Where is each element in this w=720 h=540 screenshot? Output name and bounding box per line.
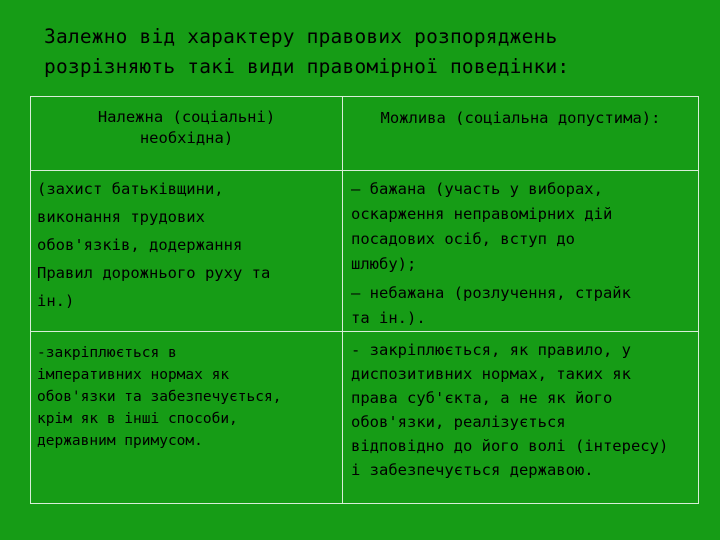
cell-possible-examples [343, 171, 699, 332]
header-cell-possible [343, 97, 699, 171]
undesirable-item: — небажана (розлучення, страйк та ін.). [351, 284, 631, 327]
desirable-item: — бажана (участь у виборах, оскарження неправомірних дій посадових осіб, вступ до шлюбу); [351, 180, 613, 273]
cell-possible-enforcement: - закріплюється, як правило, у диспозитивних нормах, таких як права суб'єкта, а не як його обов'язки, реалізується відповідно до його волі (інтересу) і забезпечується державою. [343, 332, 699, 504]
header-possible-label: Можлива (соціальна допустима): [380, 109, 661, 127]
title-line-1: Залежно від характеру правових розпоряджень [44, 25, 558, 48]
cell-proper-examples: (захист батьківщини, виконання трудових обов'язків, додержання Правил дорожнього руху та ін.) [31, 171, 343, 332]
table-row-enforcement [31, 332, 699, 504]
cell-proper-enforcement: -закріплюється в імперативних нормах як обов'язки та забезпечується, крім як в інші способи, державним примусом. [31, 332, 343, 504]
header-cell-proper [31, 97, 343, 171]
title-line-2: розрізняють такі види правомірної поведінки: [44, 55, 570, 78]
table-row-examples [31, 171, 699, 332]
table-header-row [31, 97, 699, 171]
behavior-types-table [30, 96, 699, 504]
slide-title [44, 22, 684, 82]
header-proper-label: Належна (соціальні) необхідна) [97, 108, 276, 147]
